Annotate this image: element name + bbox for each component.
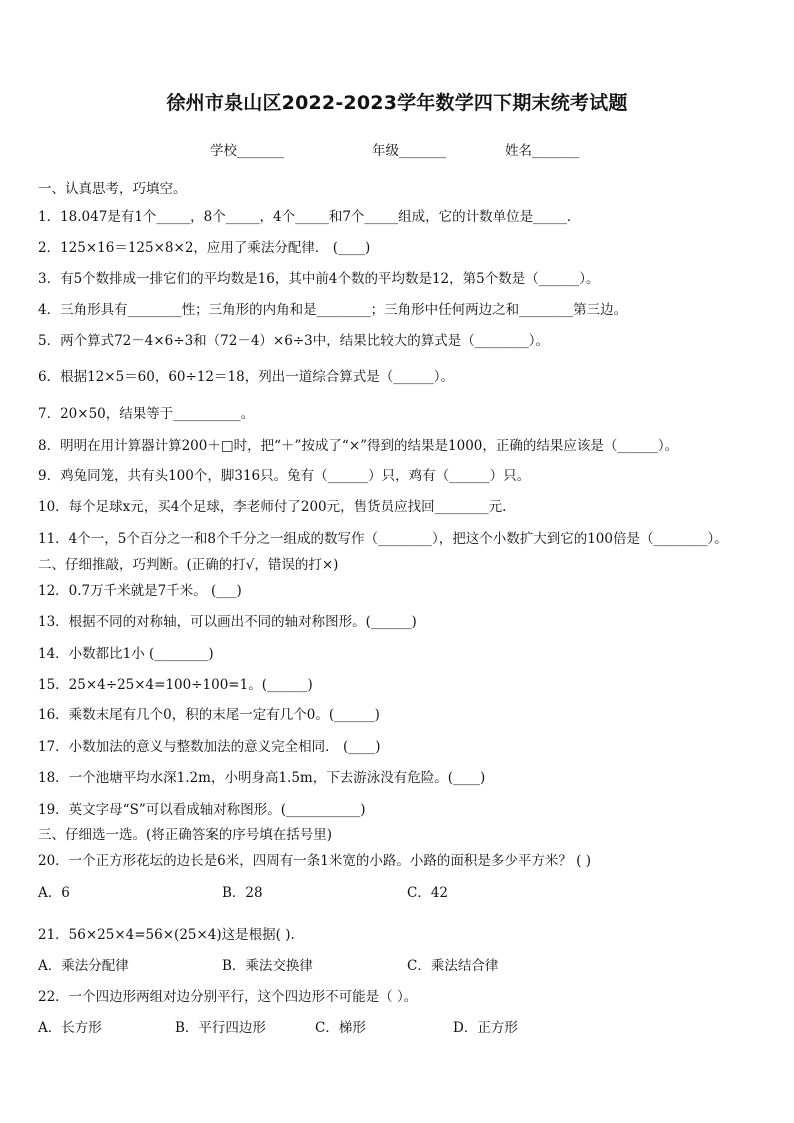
question-9: 9．鸡兔同笼，共有头100个，脚316只。兔有（______）只，鸡有（______）只。 <box>38 468 531 484</box>
question-1: 1．18.047是有1个_____，8个_____，4个_____和7个_____组成，它的计数单位是_____． <box>38 209 581 225</box>
q20-option-c: C．42 <box>407 885 449 901</box>
q21-option-b: B．乘法交换律 <box>222 958 313 974</box>
question-13: 13．根据不同的对称轴，可以画出不同的轴对称图形。(______) <box>38 614 417 630</box>
q20-option-b: B．28 <box>222 885 263 901</box>
question-7: 7．20×50，结果等于__________。 <box>38 406 255 422</box>
q21-option-c: C．乘法结合律 <box>407 958 499 974</box>
question-17: 17．小数加法的意义与整数加法的意义完全相同． (____) <box>38 739 381 755</box>
question-21: 21．56×25×4=56×(25×4)这是根据( ). <box>38 927 295 943</box>
question-19: 19．英文字母“S”可以看成轴对称图形。(___________) <box>38 802 366 818</box>
q22-option-b: B．平行四边形 <box>175 1020 266 1036</box>
question-15: 15．25×4÷25×4=100÷100=1。(______) <box>38 677 313 693</box>
question-14: 14．小数都比1小 (________) <box>38 646 214 662</box>
q22-option-a: A．长方形 <box>38 1020 102 1036</box>
school-field: 学校_______ <box>210 143 285 159</box>
page-title: 徐州市泉山区2022-2023学年数学四下期末统考试题 <box>166 92 628 114</box>
q22-option-d: D．正方形 <box>453 1020 518 1036</box>
question-2: 2．125×16＝125×8×2，应用了乘法分配律． (____) <box>38 240 371 256</box>
question-11: 11．4个一，5个百分之一和8个千分之一组成的数写作（________），把这个小数扩大到它的100倍是（________）。 <box>38 531 728 547</box>
question-20: 20．一个正方形花坛的边长是6米，四周有一条1米宽的小路。小路的面积是多少平方米？ ( ) <box>38 853 591 869</box>
section-heading-1: 一、认真思考，巧填空。 <box>38 181 187 197</box>
question-4: 4．三角形具有________性；三角形的内角和是________；三角形中任何两边之和________第三边。 <box>38 302 628 318</box>
question-8: 8．明明在用计算器计算200＋□时，把“＋”按成了“×”得到的结果是1000，正确的结果应该是（______）。 <box>38 438 679 454</box>
q20-option-a: A．6 <box>38 885 70 901</box>
question-3: 3．有5个数排成一排它们的平均数是16，其中前4个数的平均数是12，第5个数是（______）。 <box>38 271 600 287</box>
q22-option-c: C．梯形 <box>315 1020 366 1036</box>
section-heading-2: 二、仔细推敲，巧判断。(正确的打√，错误的打×) <box>38 557 339 573</box>
name-field: 姓名_______ <box>505 143 580 159</box>
question-22: 22．一个四边形两组对边分别平行，这个四边形不可能是（ ）。 <box>38 989 418 1005</box>
section-heading-3: 三、仔细选一选。(将正确答案的序号填在括号里) <box>38 827 333 843</box>
question-10: 10．每个足球x元，买4个足球，李老师付了200元，售货员应找回________元. <box>38 499 507 515</box>
question-5: 5．两个算式72－4×6÷3和（72－4）×6÷3中，结果比较大的算式是（________）。 <box>38 333 549 349</box>
question-12: 12．0.7万千米就是7千米。 (___) <box>38 583 242 599</box>
q21-option-a: A．乘法分配律 <box>38 958 129 974</box>
grade-field: 年级_______ <box>372 143 447 159</box>
question-6: 6．根据12×5＝60，60÷12＝18，列出一道综合算式是（______）。 <box>38 369 454 385</box>
question-16: 16．乘数末尾有几个0，积的末尾一定有几个0。(______) <box>38 707 380 723</box>
question-18: 18．一个池塘平均水深1.2m，小明身高1.5m，下去游泳没有危险。(____) <box>38 770 486 786</box>
